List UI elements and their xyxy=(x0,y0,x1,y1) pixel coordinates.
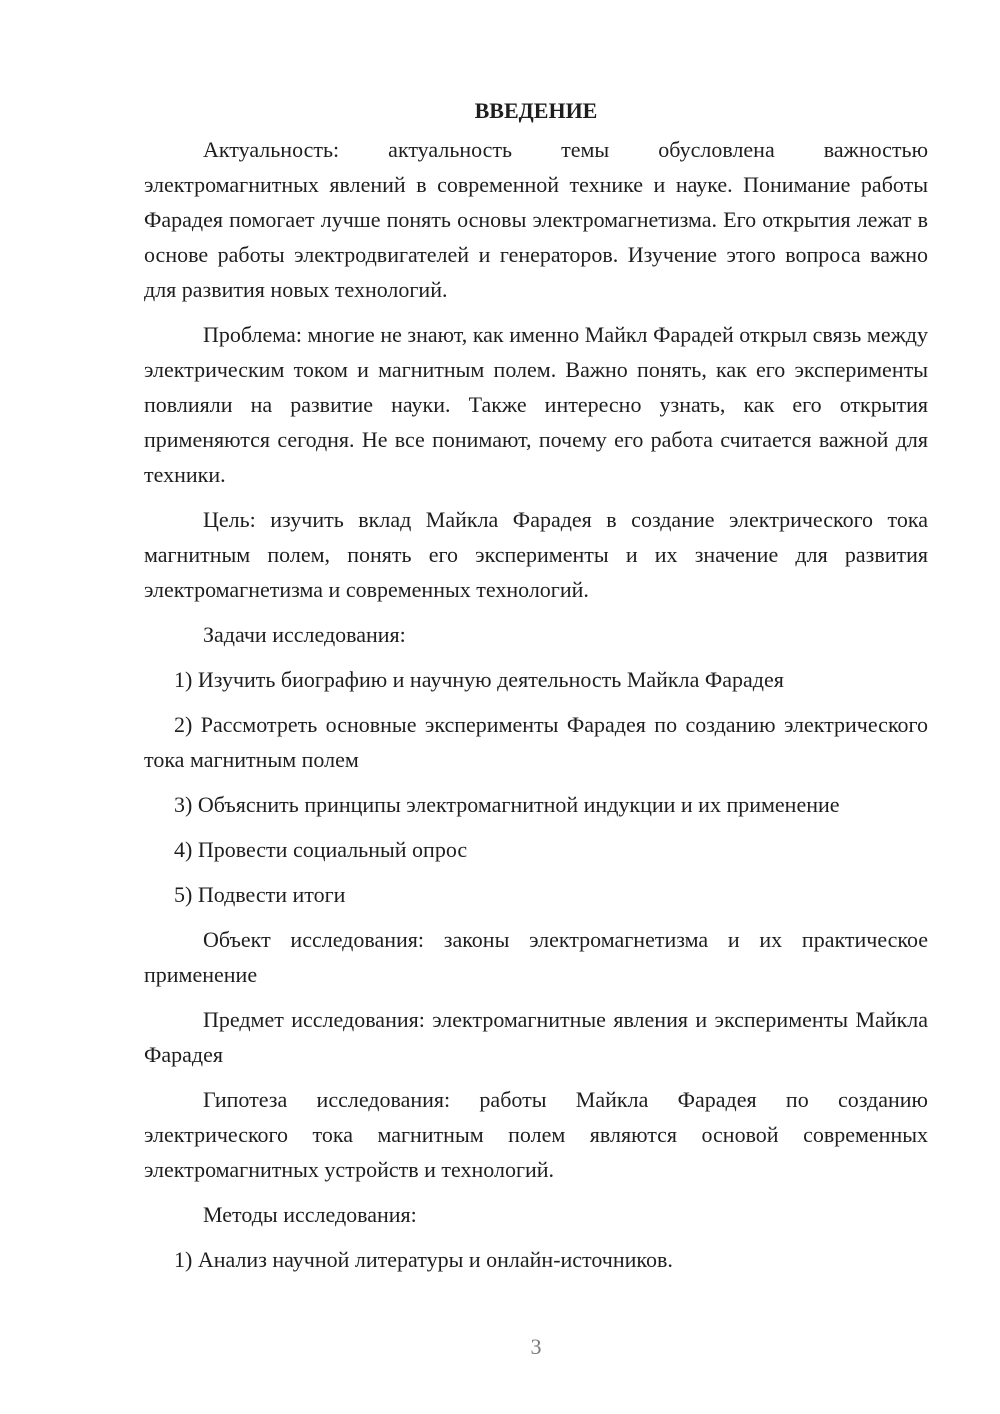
task-item: 2) Рассмотреть основные эксперименты Фарадея по созданию электрического тока магнитным полем xyxy=(144,712,928,772)
object-paragraph: Объект исследования: законы электромагнетизма и их практическое применение xyxy=(144,927,928,987)
problem-paragraph: Проблема: многие не знают, как именно Майкл Фарадей открыл связь между электрическим током и магнитным полем. Важно понять, как его эксперименты повлияли на развитие науки. Также интересно узнать, как его открытия применяются сегодня. Не все понимают, почему его работа считается важной для техники. xyxy=(144,322,928,487)
task-item: 3) Объяснить принципы электромагнитной индукции и их применение xyxy=(174,792,840,817)
hypothesis-paragraph: Гипотеза исследования: работы Майкла Фарадея по созданию электрического тока магнитным полем являются основой современных электромагнитных устройств и технологий. xyxy=(144,1087,928,1182)
subject-paragraph: Предмет исследования: электромагнитные явления и эксперименты Майкла Фарадея xyxy=(144,1007,928,1067)
section-title: ВВЕДЕНИЕ xyxy=(474,98,598,123)
document-page xyxy=(144,96,928,1287)
methods-heading: Методы исследования: xyxy=(203,1202,417,1227)
method-item: 1) Анализ научной литературы и онлайн-источников. xyxy=(174,1247,673,1272)
page-number: 3 xyxy=(530,1334,542,1359)
task-item: 4) Провести социальный опрос xyxy=(174,837,468,862)
task-item: 5) Подвести итоги xyxy=(174,882,346,907)
task-item: 1) Изучить биографию и научную деятельность Майкла Фарадея xyxy=(174,667,784,692)
tasks-heading: Задачи исследования: xyxy=(203,622,406,647)
relevance-paragraph: Актуальность: актуальность темы обусловлена важностью электромагнитных явлений в современной технике и науке. Понимание работы Фарадея помогает лучше понять основы электромагнетизма. Его открытия лежат в основе работы электродвигателей и генераторов. Изучение этого вопроса важно для развития новых технологий. xyxy=(144,137,928,302)
goal-paragraph: Цель: изучить вклад Майкла Фарадея в создание электрического тока магнитным полем, понять его эксперименты и их значение для развития электромагнетизма и современных технологий. xyxy=(144,507,928,602)
